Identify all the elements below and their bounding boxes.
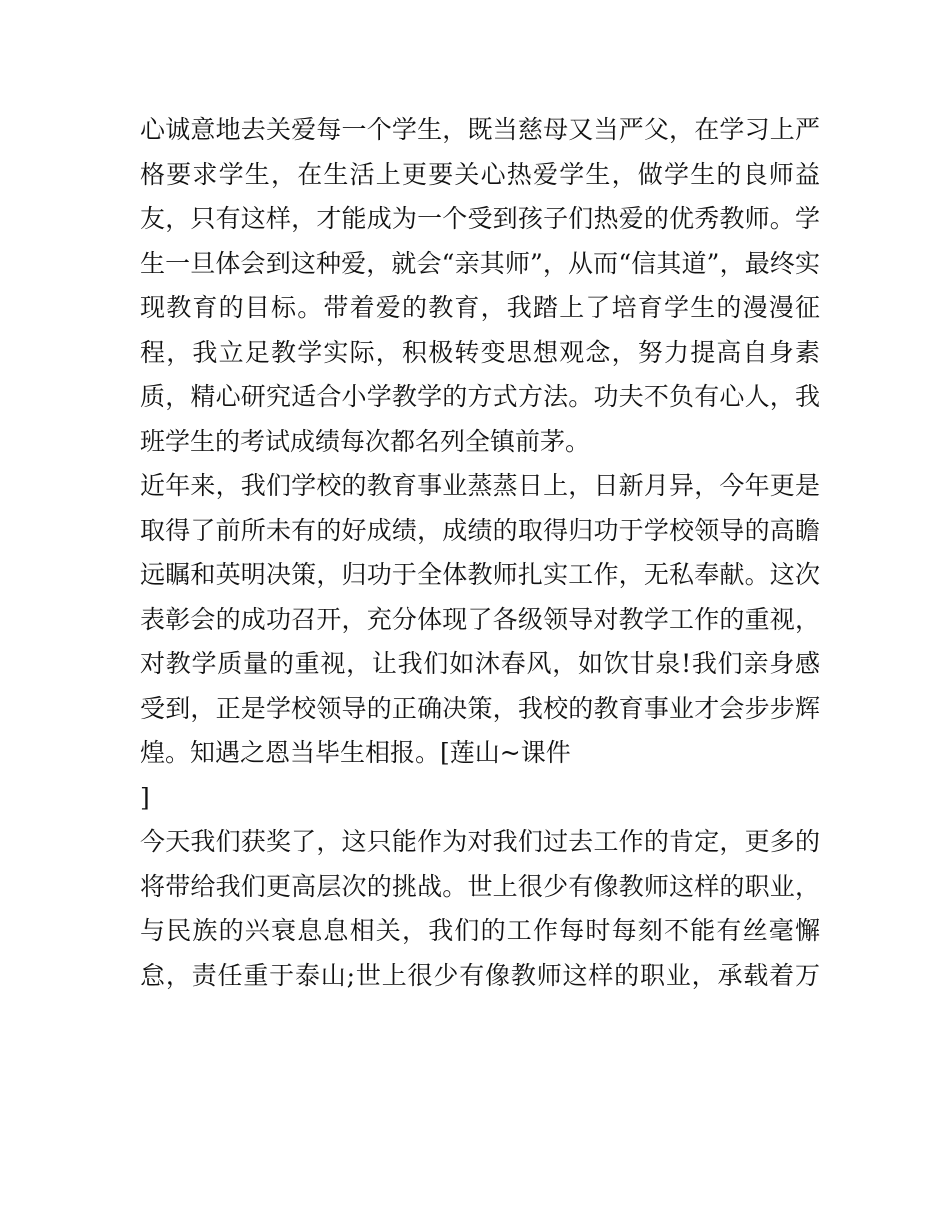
text-line: 受到，正是学校领导的正确决策，我校的教育事业才会步步辉	[140, 693, 820, 723]
text-line: 友，只有这样，才能成为一个受到孩子们热爱的优秀教师。学	[140, 204, 820, 233]
text-line: 现教育的目标。带着爱的教育，我踏上了培育学生的漫漫征	[140, 293, 820, 322]
text-line: ]	[140, 782, 150, 812]
text-line: 今天我们获奖了，这只能作为对我们过去工作的肯定，更多的	[140, 827, 820, 856]
text-line: 与民族的兴衰息息相关，我们的工作每时每刻不能有丝毫懈	[140, 916, 820, 945]
text-line: 心诚意地去关爱每一个学生，既当慈母又当严父，在学习上严	[140, 115, 820, 144]
text-line: 将带给我们更高层次的挑战。世上很少有像教师这样的职业，	[140, 871, 820, 901]
body-text	[140, 108, 820, 998]
text-line: 班学生的考试成绩每次都名列全镇前茅。	[140, 426, 591, 456]
text-line: 表彰会的成功召开，充分体现了各级领导对教学工作的重视，	[140, 604, 820, 634]
text-line: 远瞩和英明决策，归功于全体教师扎实工作，无私奉献。这次	[140, 560, 820, 589]
text-line: 煌。知遇之恩当毕生相报。[莲山~课件	[140, 738, 571, 767]
text-line: 程，我立足教学实际，积极转变思想观念，努力提高自身素	[140, 337, 820, 367]
text-line: 生一旦体会到这种爱，就会“亲其师”，从而“信其道”，最终实	[140, 248, 820, 278]
text-line: 怠，责任重于泰山;世上很少有像教师这样的职业，承载着万	[140, 960, 820, 990]
text-line: 格要求学生，在生活上更要关心热爱学生，做学生的良师益	[140, 159, 820, 189]
text-line: 对教学质量的重视，让我们如沐春风，如饮甘泉!我们亲身感	[140, 649, 820, 678]
text-line: 近年来，我们学校的教育事业蒸蒸日上，日新月异，今年更是	[140, 471, 820, 500]
text-line: 取得了前所未有的好成绩，成绩的取得归功于学校领导的高瞻	[140, 515, 820, 545]
text-line: 质，精心研究适合小学教学的方式方法。功夫不负有心人，我	[140, 382, 820, 411]
